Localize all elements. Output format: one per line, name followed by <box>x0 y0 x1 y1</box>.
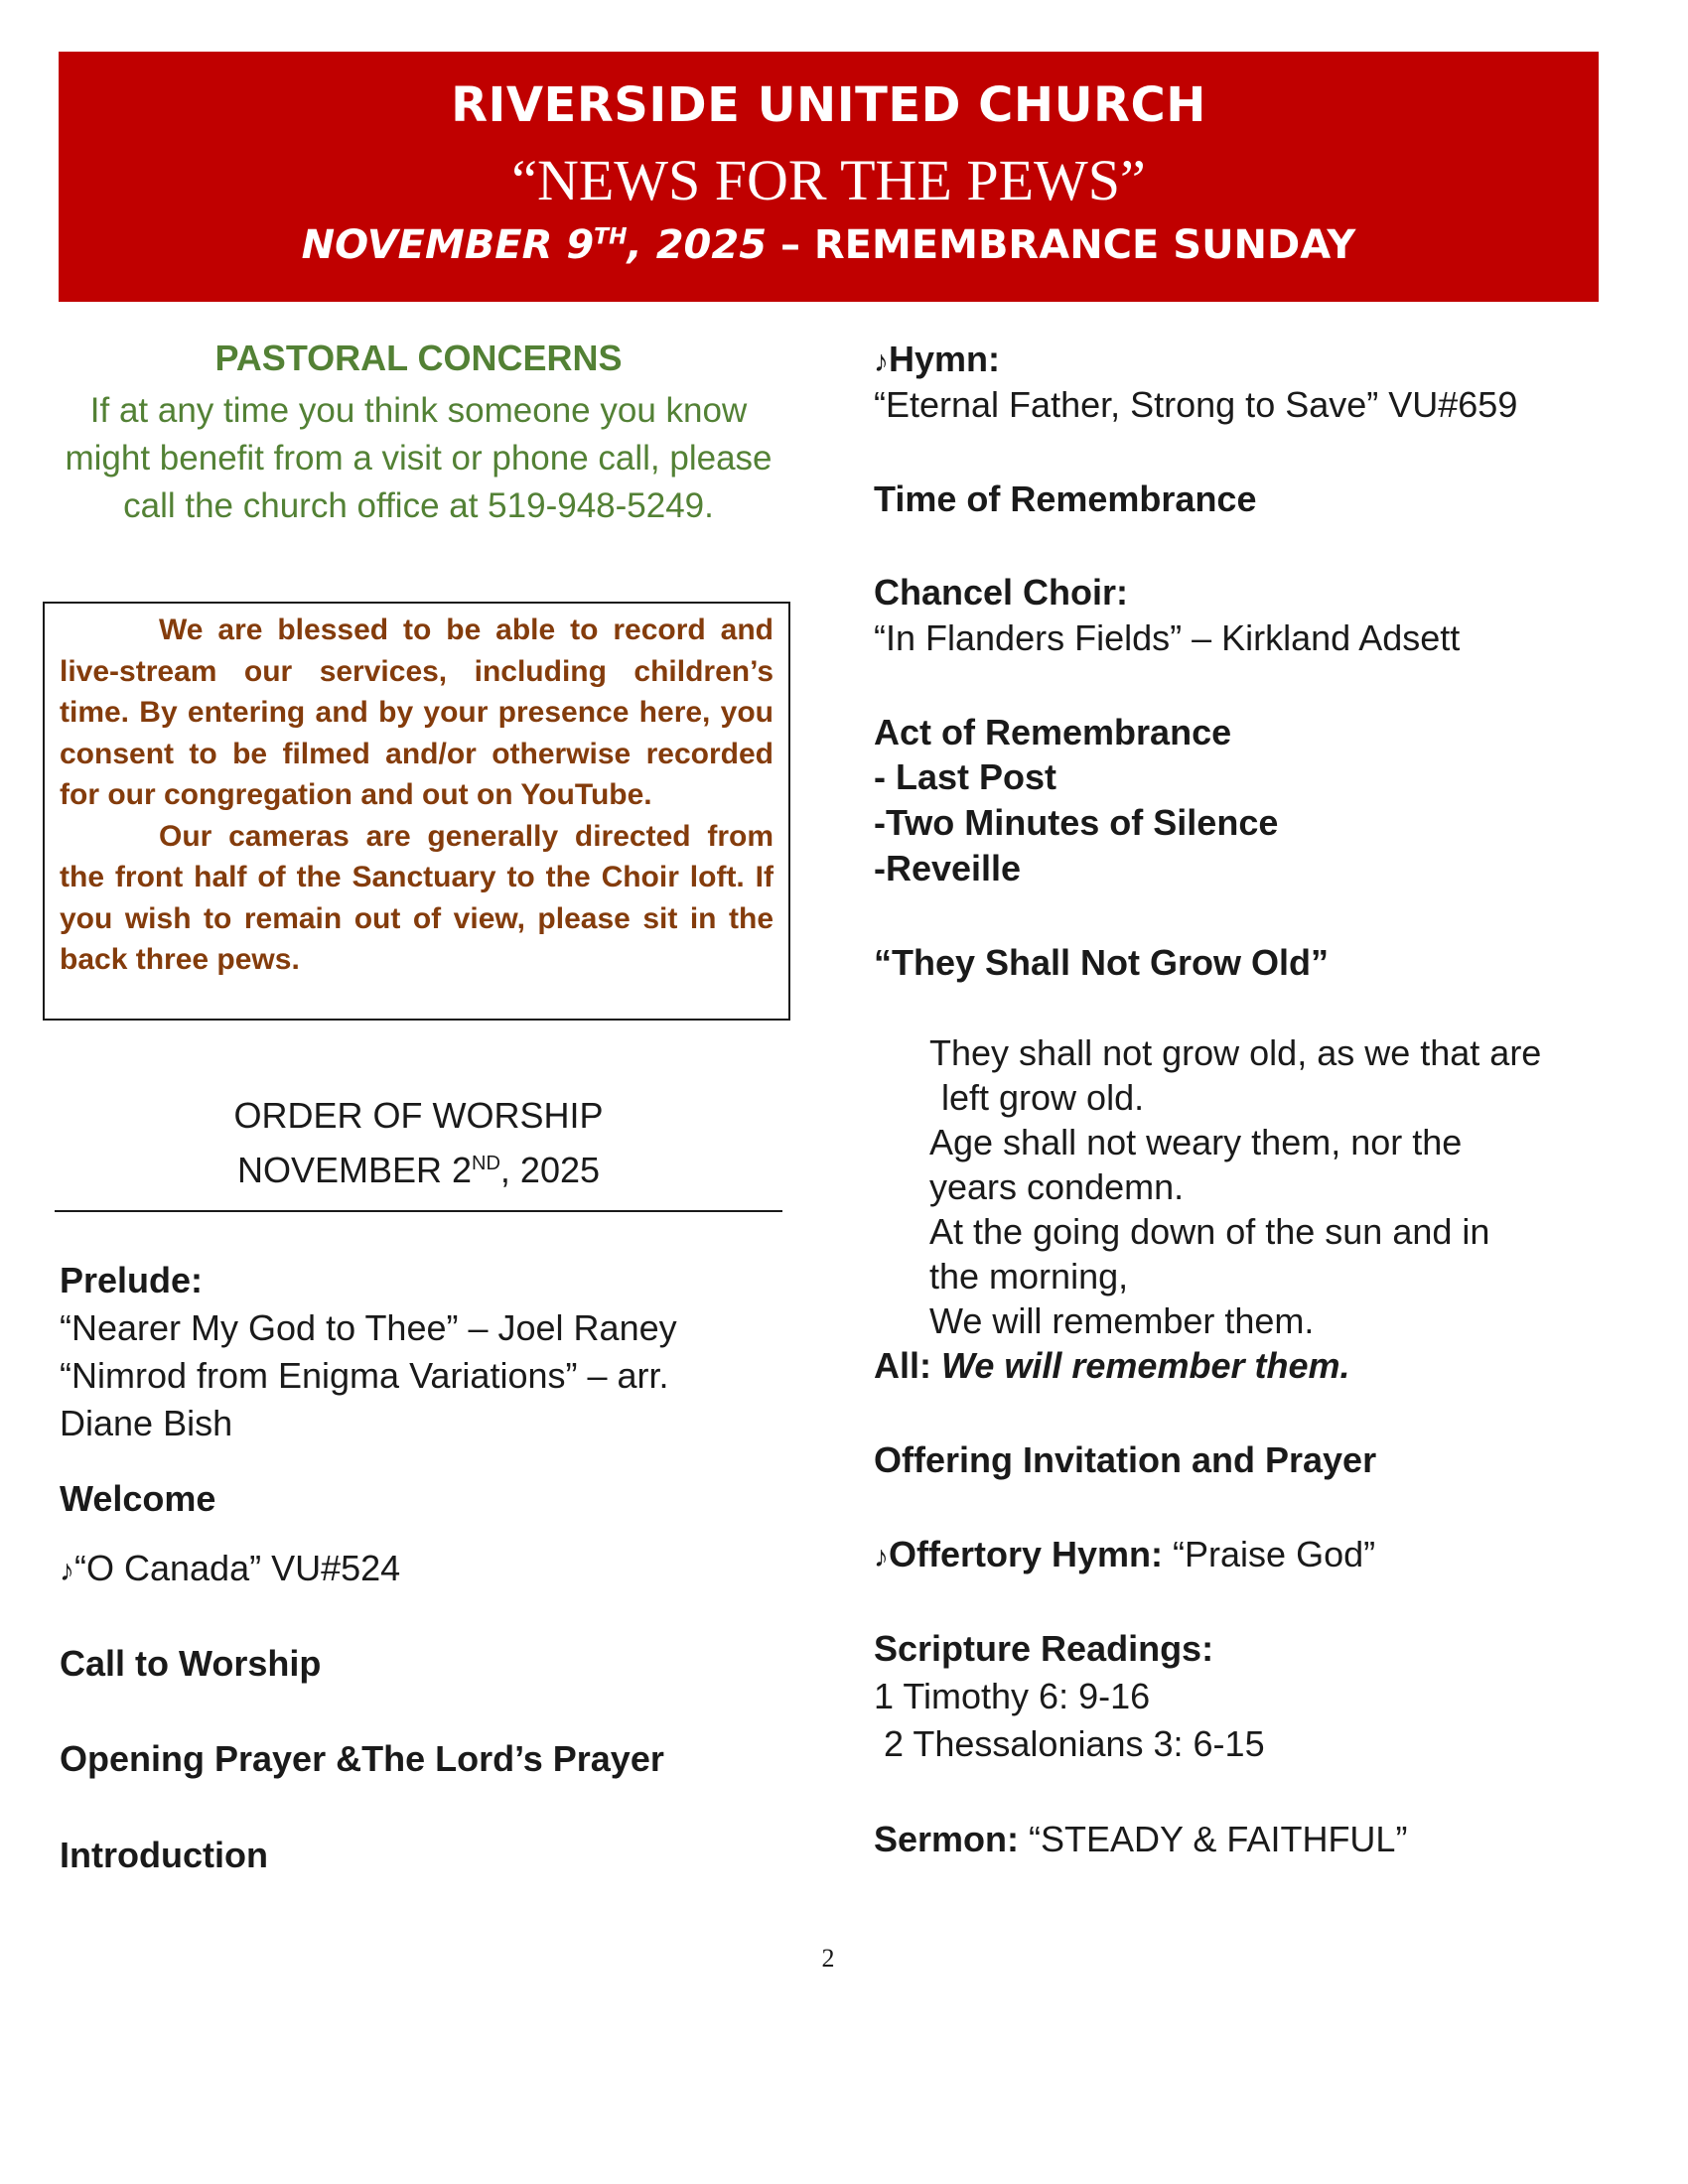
poem-line: Age shall not weary them, nor the <box>929 1122 1463 1162</box>
introduction: Introduction <box>60 1835 268 1875</box>
prelude-piece: “Nimrod from Enigma Variations” – arr. <box>60 1355 669 1396</box>
time-of-remembrance: Time of Remembrance <box>874 478 1257 519</box>
act-of-remembrance: Act of Remembrance <box>874 712 1232 752</box>
opening-prayer: Opening Prayer &The Lord’s Prayer <box>60 1738 664 1779</box>
banner-date: NOVEMBER 9TH, 2025 – REMEMBRANCE SUNDAY <box>301 222 1356 268</box>
act-step: -Two Minutes of Silence <box>874 802 1279 843</box>
hymn-title: “Eternal Father, Strong to Save” VU#659 <box>874 384 1518 425</box>
notice-paragraph: Our cameras are generally directed from the front half of the Sanctuary to the Choir loft. If you wish to remain out of view, please sit in the back three pews. <box>60 819 774 976</box>
chancel-choir-label: Chancel Choir: <box>874 572 1129 613</box>
act-step: -Reveille <box>874 848 1022 888</box>
church-name: RIVERSIDE UNITED CHURCH <box>451 77 1206 133</box>
poem-line: At the going down of the sun and in <box>929 1211 1490 1252</box>
music-note-icon: ♪ <box>874 1541 889 1573</box>
poem-line: We will remember them. <box>929 1300 1315 1341</box>
prelude-label: Prelude: <box>60 1260 204 1300</box>
newsletter-banner <box>59 52 1599 302</box>
welcome: Welcome <box>60 1478 216 1519</box>
offering-invitation: Offering Invitation and Prayer <box>874 1439 1377 1480</box>
order-of-worship-heading <box>59 1092 778 1194</box>
order-of-worship-date: NOVEMBER 2ND, 2025 <box>236 1150 601 1190</box>
call-to-worship: Call to Worship <box>60 1643 322 1684</box>
poem-title: “They Shall Not Grow Old” <box>874 942 1330 983</box>
divider <box>55 1210 782 1212</box>
act-step: - Last Post <box>874 756 1057 797</box>
recording-notice <box>43 602 790 1021</box>
notice-paragraph: We are blessed to be able to record and live-stream our services, including children’s time. By entering and by your presence here, you consent to be filmed and/or otherwise recorded for our congregation and out on YouTube. <box>60 614 774 811</box>
poem-line: years condemn. <box>929 1166 1185 1207</box>
poem-line: left grow old. <box>941 1077 1145 1118</box>
music-note-icon: ♪ <box>60 1555 74 1587</box>
poem-line: They shall not grow old, as we that are <box>929 1032 1542 1073</box>
o-canada: ♪“O Canada” VU#524 <box>60 1548 401 1588</box>
all-response: All: We will remember them. <box>874 1345 1350 1386</box>
poem <box>929 1030 1624 1343</box>
offertory-hymn: ♪Offertory Hymn: “Praise God” <box>874 1534 1376 1574</box>
music-note-icon: ♪ <box>874 345 889 378</box>
pastoral-concerns-title: PASTORAL CONCERNS <box>214 338 623 378</box>
newsletter-title: “NEWS FOR THE PEWS” <box>511 148 1146 212</box>
order-of-worship-title: ORDER OF WORSHIP <box>233 1095 604 1136</box>
poem-line: the morning, <box>929 1256 1129 1297</box>
scripture-reading: 1 Timothy 6: 9-16 <box>874 1676 1151 1716</box>
prelude-piece: “Nearer My God to Thee” – Joel Raney <box>60 1307 677 1348</box>
page-number: 2 <box>821 1944 835 1973</box>
sermon: Sermon: “STEADY & FAITHFUL” <box>874 1819 1408 1859</box>
prelude-piece: Diane Bish <box>60 1403 233 1443</box>
chancel-choir-piece: “In Flanders Fields” – Kirkland Adsett <box>874 617 1461 658</box>
scripture-reading: 2 Thessalonians 3: 6-15 <box>874 1723 1265 1764</box>
hymn-label: ♪Hymn: <box>874 339 1001 379</box>
pastoral-concerns-text: If at any time you think someone you know might benefit from a visit or phone call, please call the church office at 519-948-5249. <box>65 391 773 525</box>
scripture-label: Scripture Readings: <box>874 1628 1214 1669</box>
